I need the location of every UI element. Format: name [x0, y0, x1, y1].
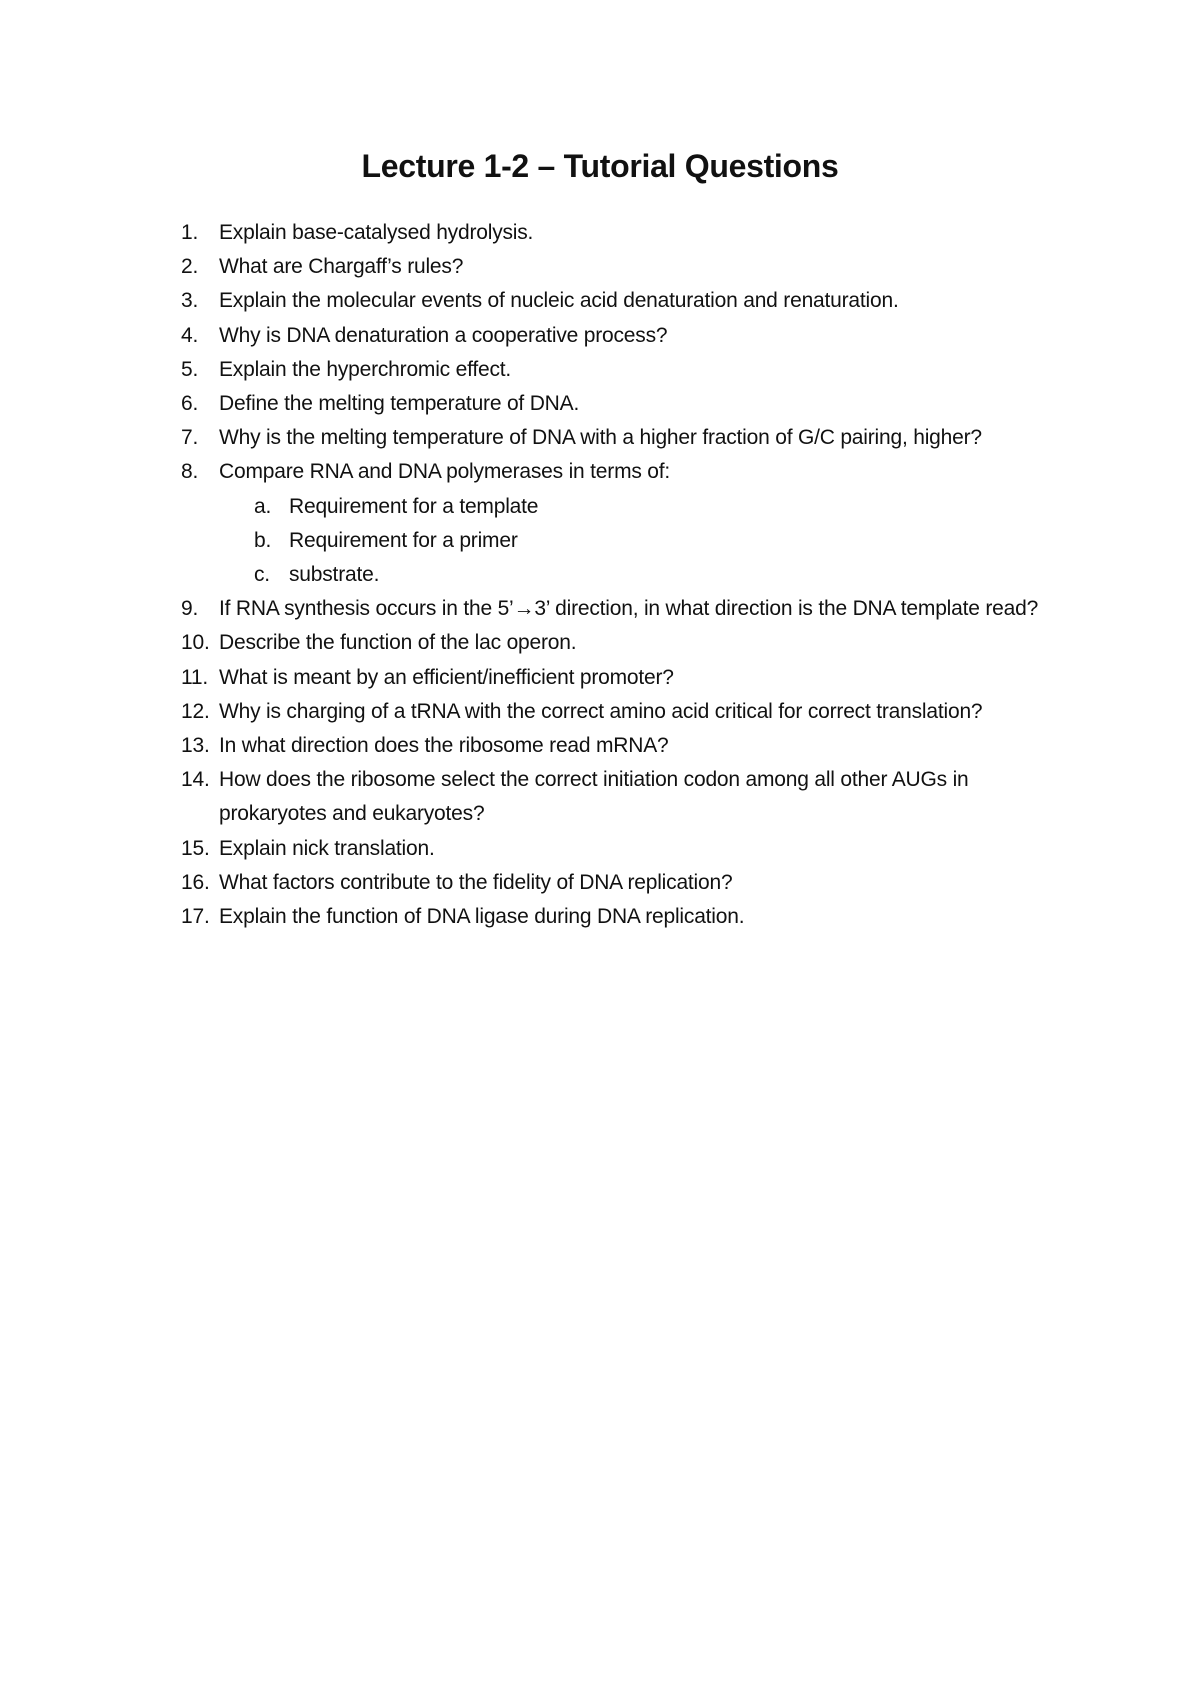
question-item: [181, 592, 1081, 626]
sub-question-item: [254, 524, 1081, 558]
question-text: Explain the hyperchromic effect.: [219, 357, 512, 381]
question-number: 15.: [181, 836, 210, 860]
question-text: In what direction does the ribosome read mRNA?: [219, 734, 669, 758]
question-item: [181, 832, 1081, 866]
question-item: [181, 866, 1081, 900]
question-item: [181, 695, 1081, 729]
question-list: [181, 216, 1081, 934]
question-item: [181, 661, 1081, 695]
question-item: [181, 387, 1081, 421]
question-text: What is meant by an efficient/inefficient promoter?: [219, 665, 674, 689]
question-text: Define the melting temperature of DNA.: [219, 392, 580, 416]
sub-question-text: Requirement for a template: [289, 494, 539, 518]
sub-question-letter: b.: [254, 528, 272, 552]
question-text: Compare RNA and DNA polymerases in terms of:: [219, 460, 671, 484]
question-item: [181, 421, 1081, 455]
sub-question-letter: a.: [254, 494, 272, 518]
question-text: How does the ribosome select the correct initiation codon among all other AUGs in prokaryotes and eukaryotes?: [219, 768, 969, 826]
sub-question-item: [254, 490, 1081, 524]
question-number: 13.: [181, 734, 210, 758]
question-item: [181, 455, 1081, 489]
sub-question-item: [254, 558, 1081, 592]
question-text: What are Chargaff’s rules?: [219, 255, 464, 279]
question-item: [181, 900, 1081, 934]
question-number: 9.: [181, 597, 199, 621]
sub-question-letter: c.: [254, 563, 270, 587]
question-text: Why is DNA denaturation a cooperative process?: [219, 323, 668, 347]
question-item: [181, 216, 1081, 250]
question-text: Describe the function of the lac operon.: [219, 631, 577, 655]
question-item: [181, 319, 1081, 353]
question-item: [181, 763, 1081, 831]
question-number: 5.: [181, 357, 199, 381]
question-text: Why is the melting temperature of DNA with a higher fraction of G/C pairing, higher?: [219, 426, 982, 450]
question-item: [181, 284, 1081, 318]
question-item: [181, 729, 1081, 763]
sub-question-list: [181, 490, 1081, 593]
question-number: 12.: [181, 699, 210, 723]
question-number: 6.: [181, 392, 199, 416]
question-text: Explain nick translation.: [219, 836, 435, 860]
question-text: What factors contribute to the fidelity of DNA replication?: [219, 870, 733, 894]
question-number: 16.: [181, 870, 210, 894]
sub-question-group: [181, 490, 1081, 593]
question-text: Explain the function of DNA ligase during DNA replication.: [219, 905, 745, 929]
question-number: 7.: [181, 426, 199, 450]
question-text: Explain base-catalysed hydrolysis.: [219, 221, 534, 244]
question-number: 10.: [181, 631, 210, 655]
question-number: 3.: [181, 289, 199, 313]
question-number: 11.: [181, 665, 209, 689]
question-number: 1.: [181, 221, 199, 244]
question-number: 17.: [181, 905, 210, 929]
question-text: Explain the molecular events of nucleic acid denaturation and renaturation.: [219, 289, 899, 313]
question-text: Why is charging of a tRNA with the correct amino acid critical for correct translation?: [219, 699, 983, 723]
sub-question-text: Requirement for a primer: [289, 528, 518, 552]
document-title: Lecture 1-2 – Tutorial Questions: [361, 148, 839, 184]
sub-question-text: substrate.: [289, 563, 380, 587]
question-item: [181, 250, 1081, 284]
question-number: 8.: [181, 460, 199, 484]
question-text: If RNA synthesis occurs in the 5’→3’ direction, in what direction is the DNA template read?: [219, 597, 1039, 621]
question-number: 14.: [181, 768, 210, 792]
question-number: 2.: [181, 255, 199, 279]
question-item: [181, 353, 1081, 387]
question-number: 4.: [181, 323, 199, 347]
question-item: [181, 626, 1081, 660]
